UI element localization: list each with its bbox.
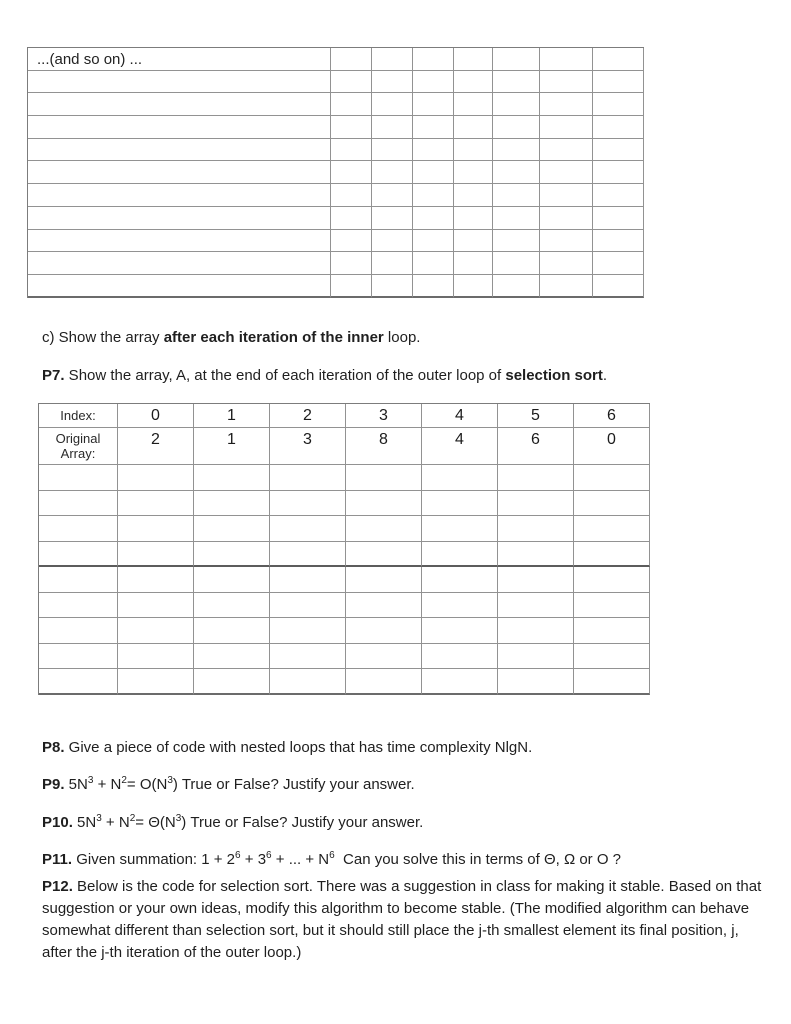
empty-grid-cell <box>593 184 644 207</box>
index-value-cell: 4 <box>422 404 498 428</box>
index-value-cell: 6 <box>574 404 650 428</box>
empty-grid-cell <box>493 184 540 207</box>
empty-grid-cell <box>331 139 372 162</box>
empty-answer-cell <box>194 516 270 542</box>
empty-answer-cell <box>194 542 270 568</box>
empty-answer-cell <box>498 593 574 619</box>
empty-grid-cell <box>413 184 454 207</box>
superscript: 3 <box>167 775 173 786</box>
empty-answer-cell <box>498 618 574 644</box>
and-so-on-answer-table <box>27 47 644 298</box>
empty-answer-cell <box>118 491 194 517</box>
empty-answer-cell <box>574 669 650 695</box>
text-segment: P10. <box>42 814 73 831</box>
empty-grid-cell <box>493 207 540 230</box>
empty-grid-cell <box>493 230 540 253</box>
text-segment: 5N <box>64 776 88 793</box>
empty-grid-cell <box>331 184 372 207</box>
empty-grid-cell <box>28 139 331 162</box>
empty-grid-cell <box>372 207 413 230</box>
empty-answer-cell <box>346 618 422 644</box>
empty-grid-cell <box>593 252 644 275</box>
index-value-cell: 1 <box>194 404 270 428</box>
empty-answer-cell <box>346 593 422 619</box>
empty-grid-cell <box>28 230 331 253</box>
original-array-value-cell: 2 <box>118 428 194 465</box>
empty-grid-cell <box>593 207 644 230</box>
empty-answer-cell <box>39 618 118 644</box>
empty-answer-cell <box>346 516 422 542</box>
original-array-label-cell: Original Array: <box>39 428 118 465</box>
original-array-value-cell: 8 <box>346 428 422 465</box>
empty-grid-cell <box>454 116 493 139</box>
empty-answer-cell <box>118 516 194 542</box>
empty-answer-cell <box>422 669 498 695</box>
index-label-cell: Index: <box>39 404 118 428</box>
empty-answer-cell <box>39 465 118 491</box>
empty-answer-cell <box>118 618 194 644</box>
empty-grid-cell <box>372 48 413 71</box>
empty-grid-cell <box>331 48 372 71</box>
empty-answer-cell <box>422 618 498 644</box>
empty-grid-cell <box>372 184 413 207</box>
empty-grid-cell <box>454 48 493 71</box>
empty-answer-cell <box>346 567 422 593</box>
index-value-cell: 3 <box>346 404 422 428</box>
empty-answer-cell <box>574 593 650 619</box>
empty-answer-cell <box>39 593 118 619</box>
text-segment: ) True or False? Justify your answer. <box>172 776 415 793</box>
text-segment: + N <box>93 776 122 793</box>
empty-answer-cell <box>422 516 498 542</box>
original-array-value-cell: 1 <box>194 428 270 465</box>
empty-answer-cell <box>346 644 422 670</box>
empty-grid-cell <box>413 161 454 184</box>
empty-grid-cell <box>593 275 644 298</box>
empty-grid-cell <box>540 230 593 253</box>
empty-answer-cell <box>422 465 498 491</box>
empty-answer-cell <box>498 542 574 568</box>
empty-grid-cell <box>28 275 331 298</box>
empty-grid-cell <box>593 71 644 94</box>
text-segment: Below is the code for selection sort. There was a suggestion in class for making it stable. Based on that suggestion or your own ideas, modify this algorithm to become stable. (The modified algorithm can behave somewhat different than selection sort, but it should still place the j-th smallest element its final position, j, after the j-th iteration of the outer loop.) <box>42 878 762 961</box>
empty-answer-cell <box>422 593 498 619</box>
empty-answer-cell <box>422 567 498 593</box>
p7-answer-table <box>38 403 650 695</box>
original-array-value-cell: 6 <box>498 428 574 465</box>
empty-grid-cell <box>493 48 540 71</box>
problem-p10 <box>42 812 423 833</box>
part-c-instruction <box>42 327 420 348</box>
empty-grid-cell <box>540 116 593 139</box>
empty-grid-cell <box>28 116 331 139</box>
index-value-cell: 2 <box>270 404 346 428</box>
empty-answer-cell <box>270 491 346 517</box>
empty-grid-cell <box>540 93 593 116</box>
empty-answer-cell <box>194 644 270 670</box>
text-segment: + N <box>101 814 130 831</box>
empty-grid-cell <box>540 71 593 94</box>
empty-grid-cell <box>413 252 454 275</box>
empty-answer-cell <box>270 593 346 619</box>
text-segment: loop. <box>383 329 421 346</box>
empty-grid-cell <box>372 93 413 116</box>
empty-answer-cell <box>118 465 194 491</box>
text-segment: ) True or False? Justify your answer. <box>181 814 424 831</box>
empty-grid-cell <box>540 275 593 298</box>
empty-answer-cell <box>39 491 118 517</box>
empty-answer-cell <box>270 644 346 670</box>
text-segment: after each iteration of the inner <box>163 329 384 346</box>
empty-answer-cell <box>270 669 346 695</box>
empty-answer-cell <box>346 669 422 695</box>
empty-answer-cell <box>39 567 118 593</box>
empty-grid-cell <box>593 48 644 71</box>
original-array-value-cell: 0 <box>574 428 650 465</box>
empty-grid-cell <box>331 252 372 275</box>
empty-grid-cell <box>413 230 454 253</box>
empty-answer-cell <box>574 644 650 670</box>
text-segment: Can you solve this in terms of Θ, Ω or O ? <box>334 851 622 868</box>
empty-grid-cell <box>413 48 454 71</box>
empty-answer-cell <box>574 618 650 644</box>
index-value-cell: 0 <box>118 404 194 428</box>
empty-grid-cell <box>454 93 493 116</box>
original-array-value-cell: 3 <box>270 428 346 465</box>
empty-grid-cell <box>28 93 331 116</box>
empty-grid-cell <box>493 71 540 94</box>
empty-answer-cell <box>194 618 270 644</box>
empty-answer-cell <box>39 542 118 568</box>
superscript: 6 <box>329 850 335 861</box>
empty-answer-cell <box>270 567 346 593</box>
empty-answer-cell <box>498 516 574 542</box>
text-segment: selection sort <box>505 367 603 384</box>
empty-answer-cell <box>39 669 118 695</box>
empty-grid-cell <box>331 230 372 253</box>
empty-grid-cell <box>372 139 413 162</box>
empty-answer-cell <box>422 644 498 670</box>
empty-grid-cell <box>454 139 493 162</box>
empty-grid-cell <box>454 184 493 207</box>
superscript: 3 <box>96 813 102 824</box>
empty-answer-cell <box>194 567 270 593</box>
empty-answer-cell <box>346 491 422 517</box>
empty-grid-cell <box>331 207 372 230</box>
empty-grid-cell <box>454 252 493 275</box>
superscript: 3 <box>175 813 182 824</box>
empty-answer-cell <box>498 491 574 517</box>
empty-answer-cell <box>422 491 498 517</box>
empty-answer-cell <box>270 465 346 491</box>
problem-p7-instruction <box>42 365 607 386</box>
empty-answer-cell <box>118 542 194 568</box>
empty-grid-cell <box>331 161 372 184</box>
empty-grid-cell <box>454 161 493 184</box>
empty-grid-cell <box>593 230 644 253</box>
text-segment: P7. <box>42 367 65 384</box>
empty-grid-cell <box>540 48 593 71</box>
index-value-cell: 5 <box>498 404 574 428</box>
empty-grid-cell <box>540 139 593 162</box>
empty-answer-cell <box>194 491 270 517</box>
empty-grid-cell <box>372 252 413 275</box>
empty-grid-cell <box>593 139 644 162</box>
empty-answer-cell <box>270 516 346 542</box>
empty-grid-cell <box>454 207 493 230</box>
superscript: 6 <box>235 850 241 861</box>
empty-grid-cell <box>372 275 413 298</box>
superscript: 3 <box>87 775 94 786</box>
text-segment: P8. <box>42 739 65 756</box>
empty-grid-cell <box>331 71 372 94</box>
empty-answer-cell <box>270 542 346 568</box>
empty-answer-cell <box>574 542 650 568</box>
empty-answer-cell <box>574 465 650 491</box>
problem-p9 <box>42 774 415 795</box>
empty-answer-cell <box>498 567 574 593</box>
empty-answer-cell <box>574 491 650 517</box>
empty-grid-cell <box>28 252 331 275</box>
text-segment: + 3 <box>240 851 267 868</box>
empty-grid-cell <box>413 93 454 116</box>
empty-grid-cell <box>540 207 593 230</box>
empty-grid-cell <box>28 71 331 94</box>
empty-grid-cell <box>413 71 454 94</box>
text-segment: P12. <box>42 878 73 895</box>
empty-answer-cell <box>574 567 650 593</box>
text-segment: P11. <box>42 851 73 868</box>
empty-grid-cell <box>413 116 454 139</box>
empty-grid-cell <box>540 252 593 275</box>
empty-grid-cell <box>413 207 454 230</box>
empty-answer-cell <box>194 669 270 695</box>
empty-grid-cell <box>493 93 540 116</box>
text-segment: = O(N <box>126 776 168 793</box>
empty-answer-cell <box>498 669 574 695</box>
empty-grid-cell <box>413 139 454 162</box>
empty-grid-cell <box>493 139 540 162</box>
text-segment: = Θ(N <box>135 814 176 831</box>
empty-answer-cell <box>422 542 498 568</box>
empty-grid-cell <box>372 71 413 94</box>
empty-grid-cell <box>593 161 644 184</box>
empty-answer-cell <box>346 465 422 491</box>
empty-grid-cell <box>540 161 593 184</box>
empty-grid-cell <box>454 275 493 298</box>
empty-grid-cell <box>454 71 493 94</box>
empty-grid-cell <box>372 116 413 139</box>
empty-grid-cell <box>28 207 331 230</box>
empty-answer-cell <box>39 516 118 542</box>
empty-answer-cell <box>346 542 422 568</box>
empty-grid-cell <box>331 93 372 116</box>
empty-answer-cell <box>194 465 270 491</box>
text-segment: Give a piece of code with nested loops that has time complexity NlgN. <box>64 739 533 756</box>
text-segment: P9. <box>42 776 65 793</box>
empty-answer-cell <box>498 644 574 670</box>
empty-grid-cell <box>593 116 644 139</box>
and-so-on-cell: ...(and so on) ... <box>28 48 331 71</box>
problem-p12 <box>42 876 764 964</box>
empty-grid-cell <box>493 116 540 139</box>
superscript: 2 <box>129 813 136 824</box>
original-array-value-cell: 4 <box>422 428 498 465</box>
problem-p11 <box>42 849 621 870</box>
empty-grid-cell <box>413 275 454 298</box>
text-segment: . <box>602 367 608 384</box>
problem-p8 <box>42 737 532 758</box>
empty-grid-cell <box>540 184 593 207</box>
superscript: 6 <box>266 850 272 861</box>
empty-answer-cell <box>574 516 650 542</box>
empty-answer-cell <box>270 618 346 644</box>
empty-grid-cell <box>331 275 372 298</box>
text-segment: Show the array, A, at the end of each iteration of the outer loop of <box>64 367 506 384</box>
empty-grid-cell <box>28 184 331 207</box>
empty-answer-cell <box>118 669 194 695</box>
empty-grid-cell <box>331 116 372 139</box>
empty-answer-cell <box>118 567 194 593</box>
text-segment: Given summation: 1 + 2 <box>72 851 236 868</box>
superscript: 2 <box>121 775 127 786</box>
empty-answer-cell <box>39 644 118 670</box>
text-segment: + ... + N <box>271 851 330 868</box>
empty-answer-cell <box>194 593 270 619</box>
empty-grid-cell <box>493 161 540 184</box>
empty-grid-cell <box>454 230 493 253</box>
empty-grid-cell <box>493 275 540 298</box>
empty-answer-cell <box>118 644 194 670</box>
empty-grid-cell <box>593 93 644 116</box>
empty-answer-cell <box>498 465 574 491</box>
empty-grid-cell <box>28 161 331 184</box>
text-segment: c) Show the array <box>42 329 164 346</box>
empty-grid-cell <box>372 230 413 253</box>
empty-answer-cell <box>118 593 194 619</box>
empty-grid-cell <box>493 252 540 275</box>
empty-grid-cell <box>372 161 413 184</box>
text-segment: 5N <box>72 814 97 831</box>
